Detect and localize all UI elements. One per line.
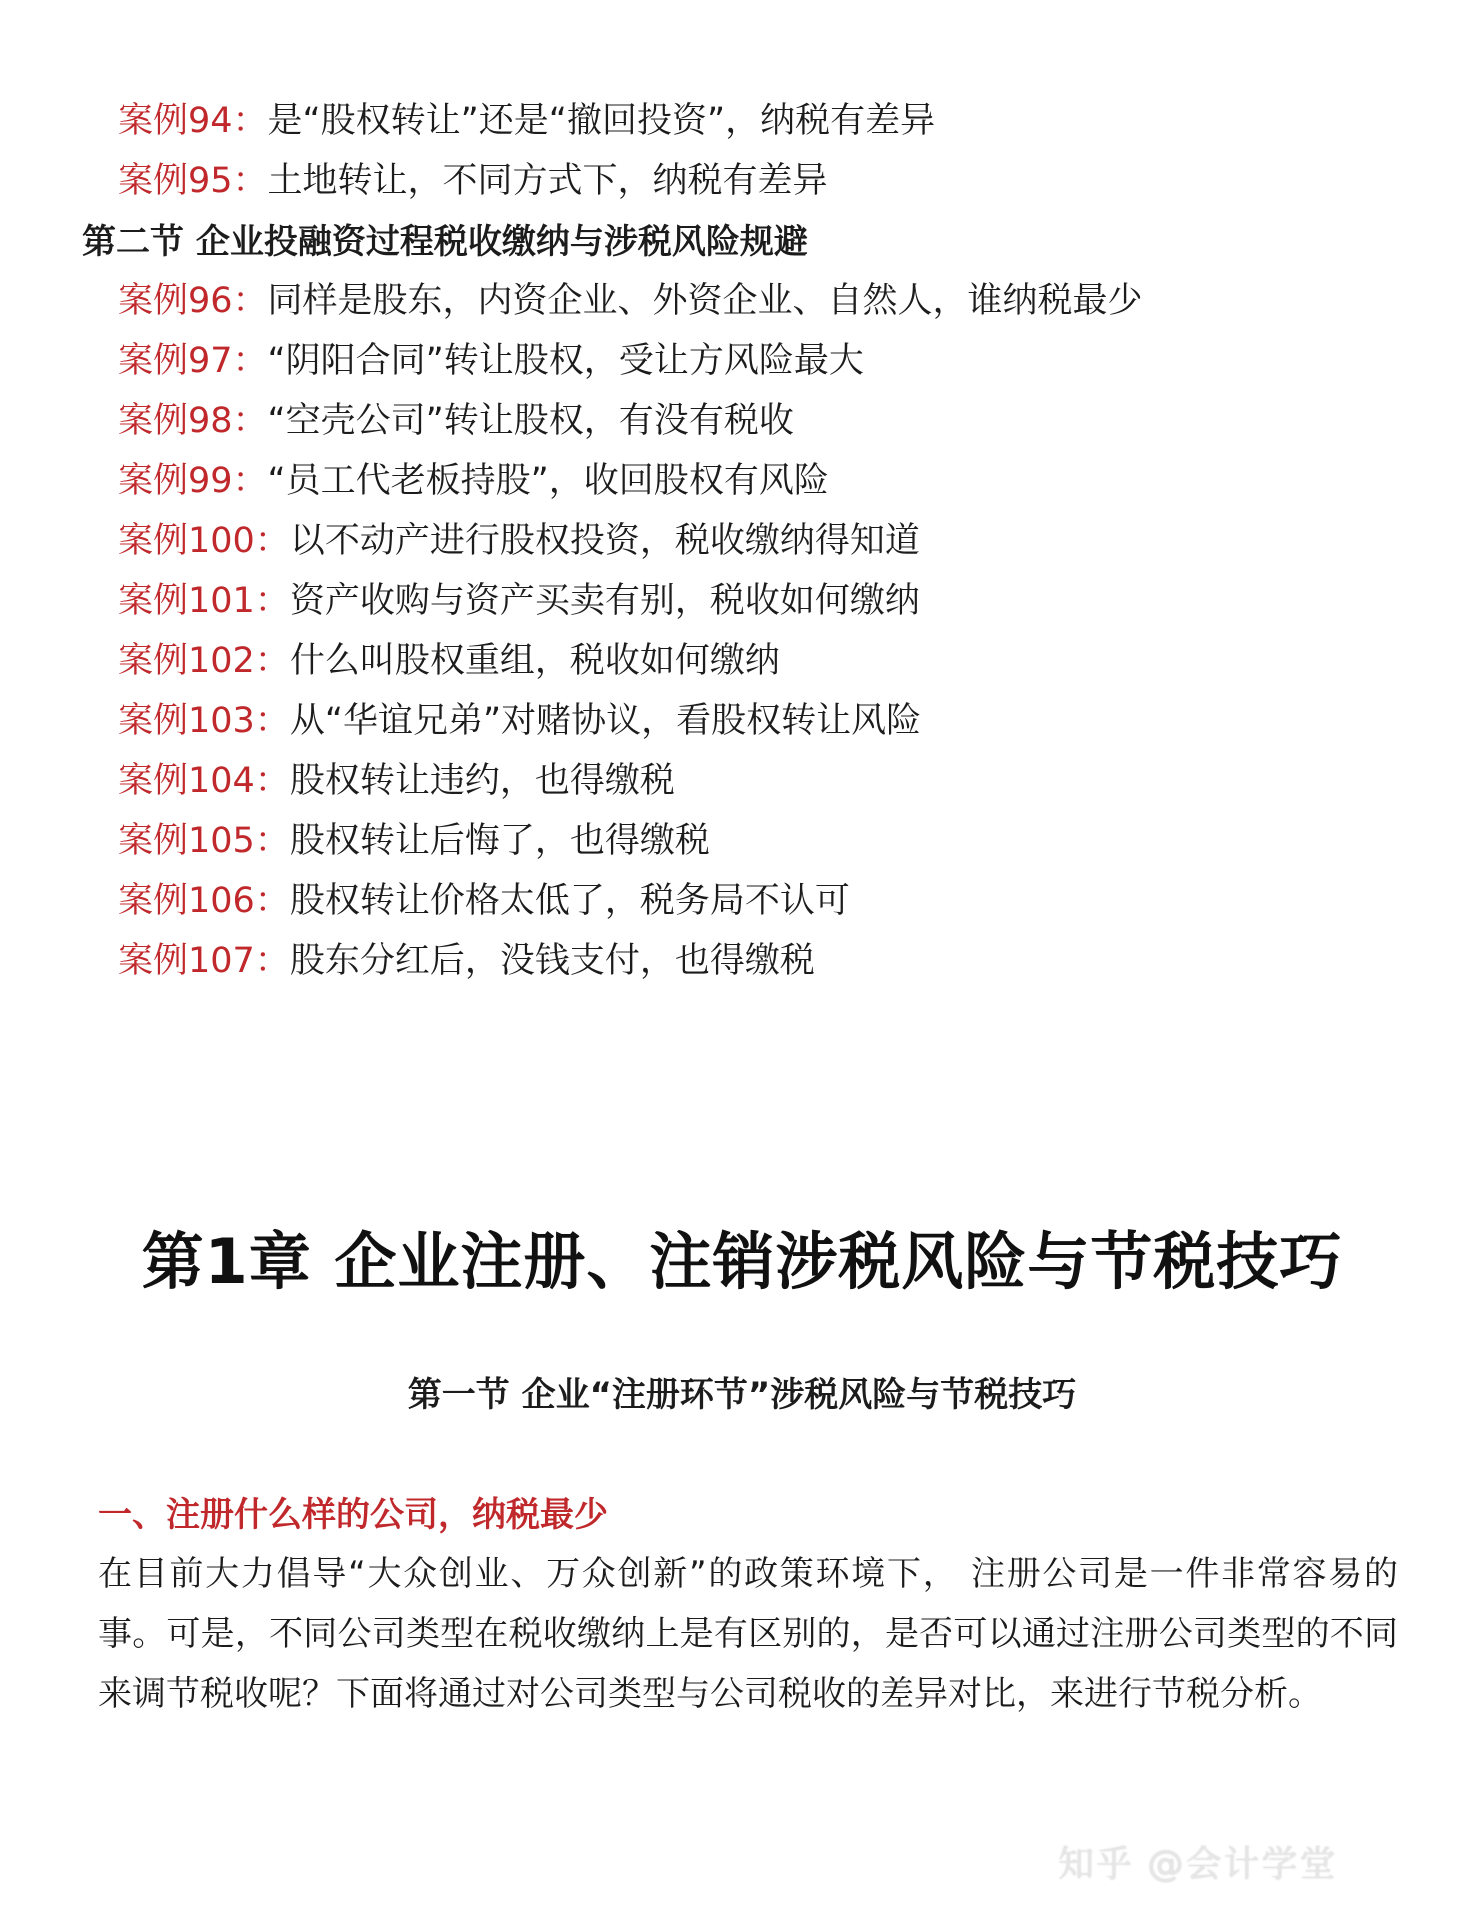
list-item <box>0 388 1484 448</box>
list-item <box>0 508 1484 568</box>
case-label: 案例94： <box>118 101 268 141</box>
case-label: 案例105： <box>118 821 290 861</box>
list-item <box>0 268 1484 328</box>
case-title: 股权转让后悔了，也得缴税 <box>289 821 710 861</box>
case-title: 股权转让违约，也得缴税 <box>289 761 675 801</box>
case-title: 从“华谊兄弟”对赌协议，看股权转让风险 <box>289 701 922 741</box>
case-title: 是“股权转让”还是“撤回投资”，纳税有差异 <box>267 101 936 141</box>
case-label: 案例106： <box>118 881 290 921</box>
case-list <box>0 88 1484 988</box>
list-item <box>0 148 1484 208</box>
case-label: 案例107： <box>118 941 290 981</box>
case-title: 股东分红后，没钱支付，也得缴税 <box>289 941 815 981</box>
case-title: “员工代老板持股”，收回股权有风险 <box>267 461 829 501</box>
list-item <box>0 808 1484 868</box>
list-item <box>0 448 1484 508</box>
case-title: 以不动产进行股权投资，税收缴纳得知道 <box>289 521 920 561</box>
list-item <box>0 328 1484 388</box>
case-title: “阴阳合同”转让股权，受让方风险最大 <box>267 341 864 381</box>
watermark: 知乎 @会计学堂 <box>1058 1844 1338 1885</box>
case-label: 案例103： <box>118 701 290 741</box>
list-item <box>0 868 1484 928</box>
topic-heading: 一、注册什么样的公司，纳税最少 <box>98 1495 608 1535</box>
case-title: “空壳公司”转让股权，有没有税收 <box>267 401 794 441</box>
list-item <box>0 688 1484 748</box>
case-title: 同样是股东，内资企业、外资企业、自然人，谁纳税最少 <box>267 281 1143 321</box>
case-label: 案例96： <box>118 281 268 321</box>
case-label: 案例99： <box>118 461 268 501</box>
case-label: 案例95： <box>118 161 268 201</box>
list-item <box>0 748 1484 808</box>
case-label: 案例97： <box>118 341 268 381</box>
section-two-title: 第二节 企业投融资过程税收缴纳与涉税风险规避 <box>82 221 808 262</box>
case-title: 股权转让价格太低了，税务局不认可 <box>289 881 850 921</box>
list-item <box>0 88 1484 148</box>
list-item <box>0 568 1484 628</box>
topic-body: 在目前大力倡导“大众创业、万众创新”的政策环境下， 注册公司是一件非常容易的事。可是，不同公司类型在税收缴纳上是有区别的，是否可以通过注册公司类型的不同来调节税收呢？下面将通过对公司类型与公司税收的差异对比，来进行节税分析。 <box>98 1554 1398 1714</box>
section-one-title: 第一节 企业“注册环节”涉税风险与节税技巧 <box>407 1375 1077 1415</box>
list-item <box>0 928 1484 988</box>
list-item <box>0 628 1484 688</box>
case-title: 土地转让，不同方式下，纳税有差异 <box>267 161 828 201</box>
chapter-title: 第1章 企业注册、注销涉税风险与节税技巧 <box>141 1225 1343 1298</box>
case-label: 案例98： <box>118 401 268 441</box>
case-label: 案例100： <box>118 521 290 561</box>
case-title: 什么叫股权重组，税收如何缴纳 <box>289 641 780 681</box>
case-title: 资产收购与资产买卖有别，税收如何缴纳 <box>289 581 920 621</box>
case-label: 案例102： <box>118 641 290 681</box>
case-label: 案例104： <box>118 761 290 801</box>
case-label: 案例101： <box>118 581 290 621</box>
